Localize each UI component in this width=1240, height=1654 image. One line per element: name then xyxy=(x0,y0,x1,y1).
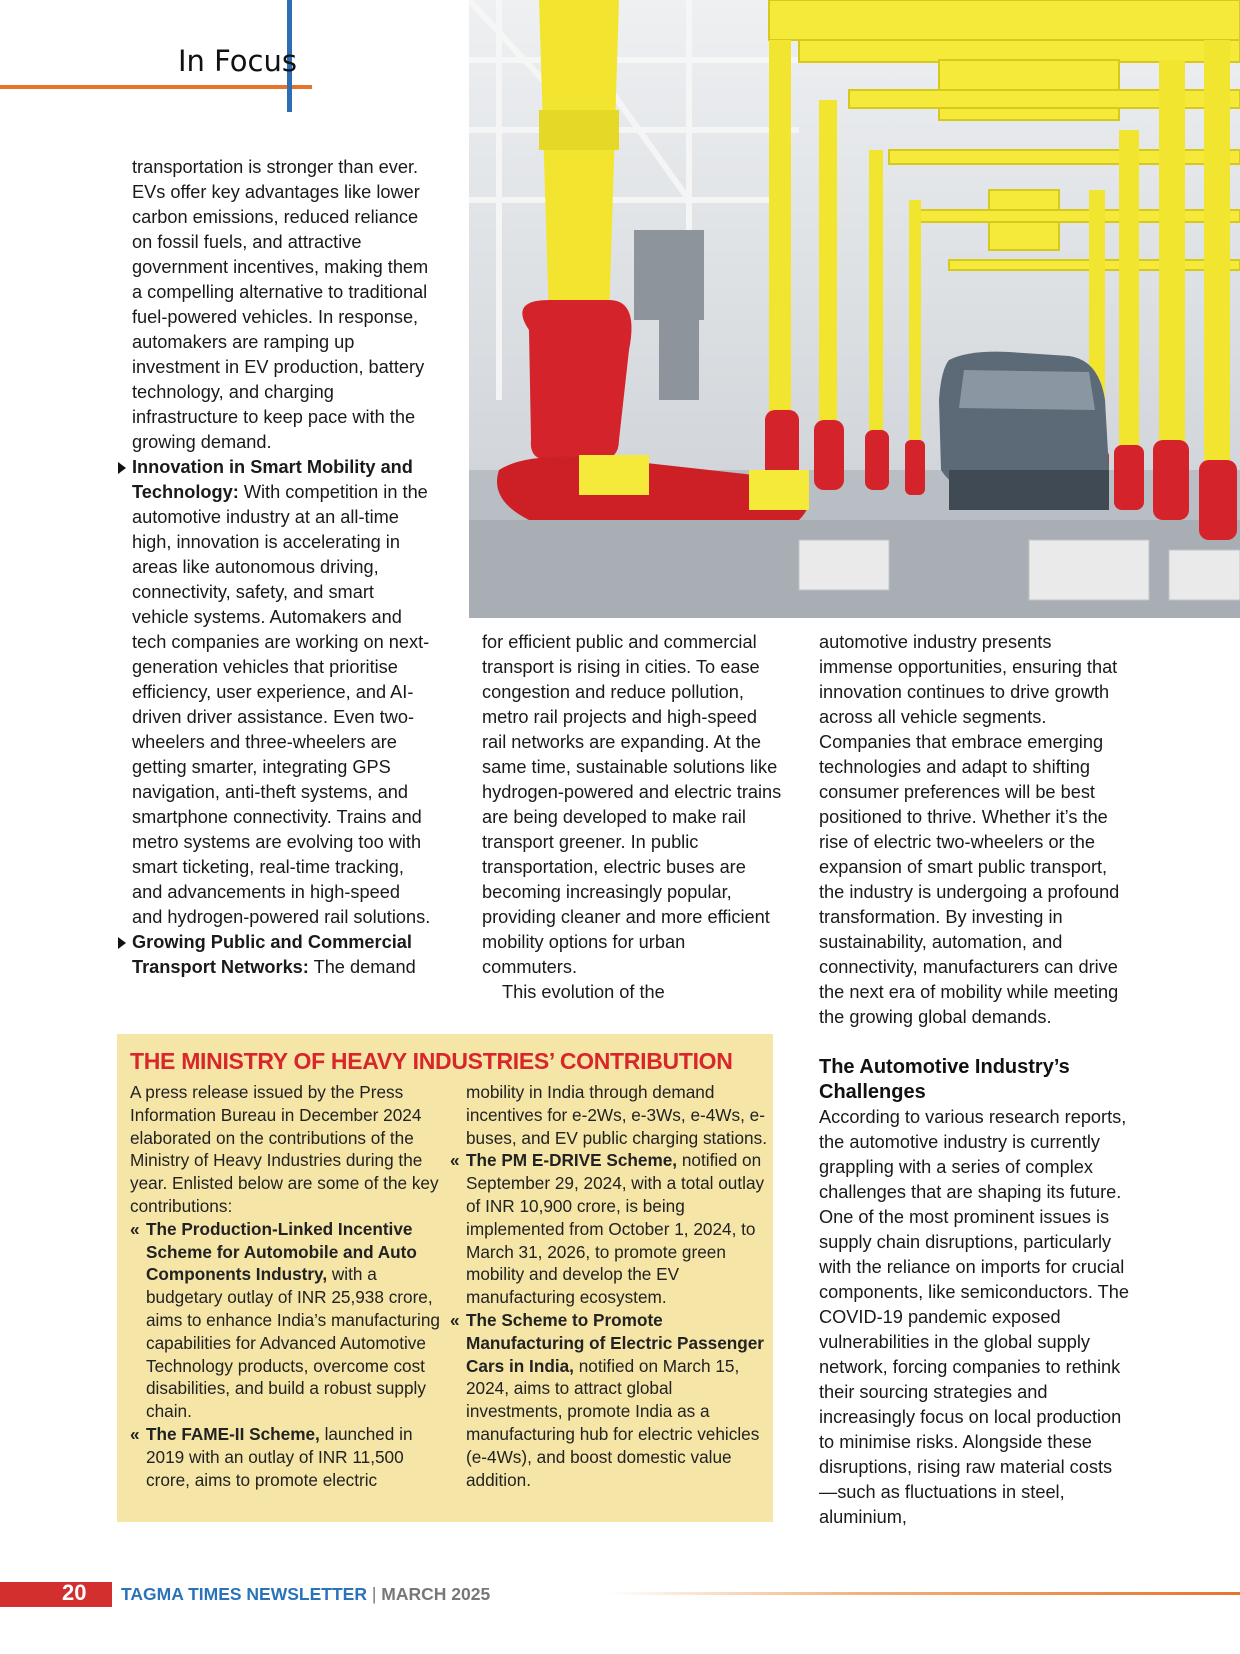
bullet-public-transport xyxy=(132,930,432,980)
publication-name: TAGMA TIMES NEWSLETTER xyxy=(121,1584,367,1604)
chevron-bullet-icon: « xyxy=(130,1218,140,1239)
ministry-item-ev-cars xyxy=(450,1309,768,1491)
bullet-text: The demand xyxy=(308,957,416,977)
section-title: In Focus xyxy=(178,44,297,78)
body-column-3 xyxy=(819,630,1129,1030)
chevron-bullet-icon: « xyxy=(130,1423,140,1444)
item-text: launched in 2019 with an outlay of INR 11,500 crore, aims to promote electric xyxy=(146,1423,413,1490)
header-rule xyxy=(0,85,312,89)
item-label: The FAME-II Scheme, xyxy=(146,1423,320,1444)
bullet-label: Innovation in Smart Mobility and Technology: xyxy=(132,457,413,502)
item-text: mobility in India through demand incentives for e-2Ws, e-3Ws, e-4Ws, e-buses, and EV public charging stations. xyxy=(466,1082,767,1148)
page-number-bar xyxy=(0,1582,112,1607)
item-label: The PM E-DRIVE Scheme, xyxy=(466,1150,678,1171)
chevron-bullet-icon: « xyxy=(450,1309,460,1330)
body-column-1 xyxy=(132,155,432,980)
chevron-bullet-icon: « xyxy=(450,1150,460,1171)
bullet-marker-icon xyxy=(118,937,126,949)
challenges-body xyxy=(819,1105,1129,1530)
bullet-text: With competition in the automotive industry at an all-time high, innovation is accelerating in areas like autonomous driving, connectivity, safety, and smart vehicle systems. Automakers and tech companies are working on next-generation vehicles that prioritise efficiency, user experience, and AI-driven driver assistance. Even two-wheelers and three-wheelers are getting smarter, integrating GPS navigation, anti-theft systems, and smartphone connectivity. Trains and metro systems are evolving too with smart ticketing, real-time tracking, and advancements in high-speed and hydrogen-powered rail solutions. xyxy=(132,482,431,927)
item-text: with a budgetary outlay of INR 25,938 crore, aims to enhance India’s manufacturing capabilities for Advanced Automotive Technology products, overcome cost disabilities, and build a robust supply chain. xyxy=(146,1264,440,1422)
assembly-line-photo xyxy=(469,0,1240,618)
paragraph: This evolution of the xyxy=(502,982,665,1002)
ministry-item-fame xyxy=(130,1423,446,1491)
item-label: The Scheme to Promote Manufacturing of Electric Passenger Cars in India, xyxy=(466,1309,764,1376)
ministry-item-fame-cont xyxy=(450,1081,768,1149)
item-text: notified on March 15, 2024, aims to attract global investments, promote India as a manufacturing hub for electric vehicles (e-4Ws), and boost domestic value addition. xyxy=(466,1355,760,1490)
ministry-item-pli xyxy=(130,1218,446,1423)
ministry-item-pm-edrive xyxy=(450,1149,768,1309)
ministry-column-2 xyxy=(450,1081,768,1491)
bullet-smart-mobility xyxy=(132,455,432,930)
issue-date: MARCH 2025 xyxy=(381,1584,491,1604)
ministry-column-1 xyxy=(130,1081,446,1491)
ministry-box-title: THE MINISTRY OF HEAVY INDUSTRIES’ CONTRIBUTION xyxy=(130,1048,733,1074)
body-column-2 xyxy=(482,630,782,1005)
footer-rule xyxy=(608,1592,1240,1595)
item-text: notified on September 29, 2024, with a total outlay of INR 10,900 crore, is being implemented from October 1, 2024, to March 31, 2026, to promote green mobility and develop the EV manufacturing ecosystem. xyxy=(466,1150,765,1308)
paragraph: for efficient public and commercial transport is rising in cities. To ease congestion and reduce pollution, metro rail projects and high-speed rail networks are expanding. At the same time, sustainable solutions like hydrogen-powered and electric trains are being developed to make rail transport greener. In public transportation, electric buses are becoming increasingly popular, providing cleaner and more efficient mobility options for urban commuters. xyxy=(482,632,782,977)
ministry-intro: A press release issued by the Press Information Bureau in December 2024 elaborated on the contributions of the Ministry of Heavy Industries during the year. Enlisted below are some of the key contributions: xyxy=(130,1082,439,1216)
footer-separator: | xyxy=(371,1584,377,1604)
intro-paragraph: transportation is stronger than ever. EVs offer key advantages like lower carbon emissions, reduced reliance on fossil fuels, and attractive government incentives, making them a compelling alternative to traditional fuel-powered vehicles. In response, automakers are ramping up investment in EV production, battery technology, and charging infrastructure to keep pace with the growing demand. xyxy=(132,157,429,452)
challenges-heading: The Automotive Industry’s Challenges xyxy=(819,1056,1070,1103)
footer-publication xyxy=(121,1584,490,1605)
paragraph: automotive industry presents immense opportunities, ensuring that innovation continues to drive growth across all vehicle segments. Companies that embrace emerging technologies and adapt to shifting consumer preferences will be best positioned to thrive. Whether it’s the rise of electric two-wheelers or the expansion of smart public transport, the industry is undergoing a profound transformation. By investing in sustainability, automation, and connectivity, manufacturers can drive the next era of mobility while meeting the growing global demands. xyxy=(819,632,1120,1027)
bullet-label: Growing Public and Commercial Transport Networks: xyxy=(132,932,412,977)
bullet-marker-icon xyxy=(118,462,126,474)
item-label: The Production-Linked Incentive Scheme for Automobile and Auto Components Industry, xyxy=(146,1218,417,1285)
page-number: 20 xyxy=(62,1580,87,1605)
paragraph: According to various research reports, the automotive industry is currently grappling with a series of complex challenges that are shaping its future. One of the most prominent issues is supply chain disruptions, particularly with the reliance on imports for crucial components, like semiconductors. The COVID-19 pandemic exposed vulnerabilities in the global supply network, forcing companies to rethink their sourcing strategies and increasingly focus on local production to minimise risks. Alongside these disruptions, rising raw material costs—such as fluctuations in steel, aluminium, xyxy=(819,1107,1130,1527)
